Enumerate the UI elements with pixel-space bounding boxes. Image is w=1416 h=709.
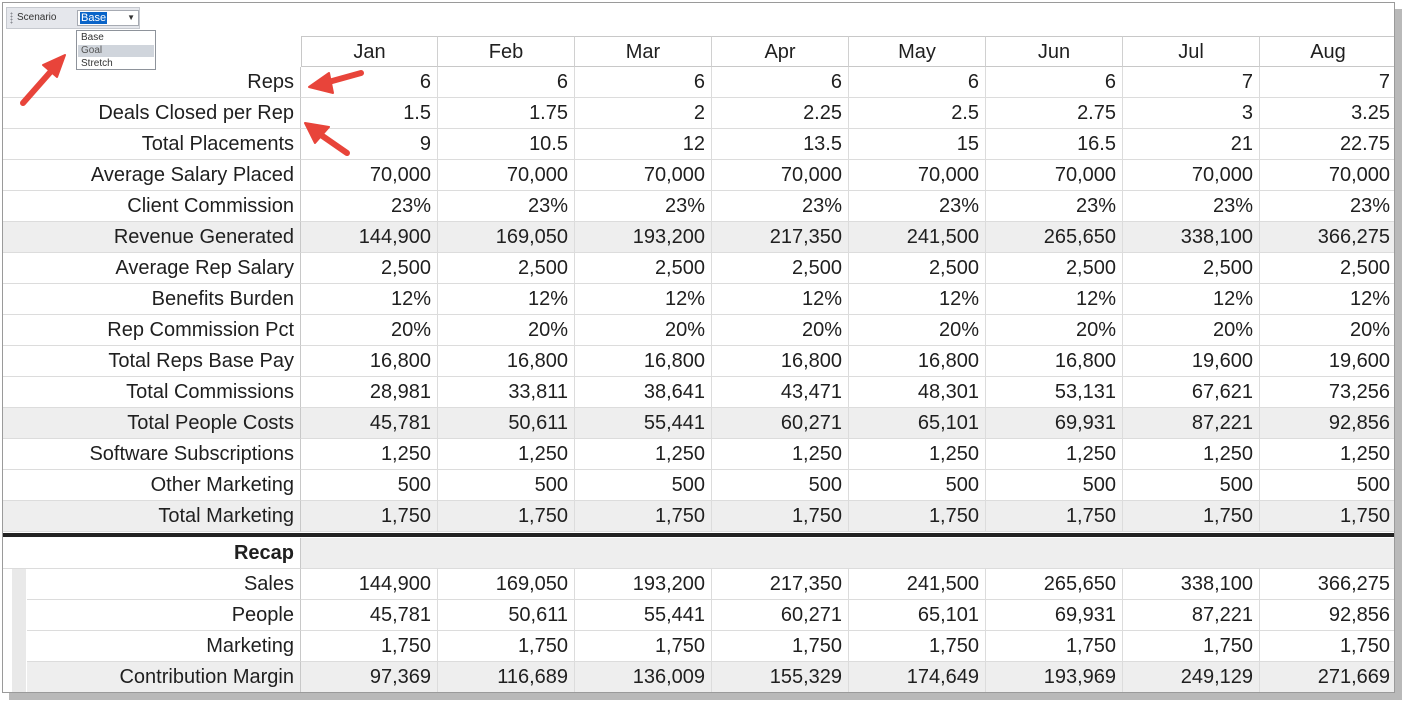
cell-total-marketing-apr[interactable]: 1,750 <box>712 501 849 532</box>
cell-total-people-costs-aug[interactable]: 92,856 <box>1260 408 1395 439</box>
cell-reps-apr[interactable]: 6 <box>712 67 849 98</box>
spreadsheet <box>2 2 1395 693</box>
row-label-client-commission: Client Commission <box>3 191 301 222</box>
cell-benefits-burden-jun[interactable]: 12% <box>986 284 1123 315</box>
cell-total-people-costs-apr[interactable]: 60,271 <box>712 408 849 439</box>
cell-benefits-burden-mar[interactable]: 12% <box>575 284 712 315</box>
cell-average-salary-placed-jan[interactable]: 70,000 <box>301 160 438 191</box>
cell-rep-commission-pct-jul[interactable]: 20% <box>1123 315 1260 346</box>
cell-marketing-jan[interactable]: 1,750 <box>301 631 438 662</box>
cell-revenue-generated-jul[interactable]: 338,100 <box>1123 222 1260 253</box>
cell-total-commissions-feb[interactable]: 33,811 <box>438 377 575 408</box>
cell-contribution-margin-mar[interactable]: 136,009 <box>575 662 712 693</box>
cell-client-commission-apr[interactable]: 23% <box>712 191 849 222</box>
cell-average-rep-salary-jan[interactable]: 2,500 <box>301 253 438 284</box>
cell-sales-mar[interactable]: 193,200 <box>575 569 712 600</box>
cell-marketing-feb[interactable]: 1,750 <box>438 631 575 662</box>
cell-client-commission-jul[interactable]: 23% <box>1123 191 1260 222</box>
cell-marketing-apr[interactable]: 1,750 <box>712 631 849 662</box>
cell-marketing-aug[interactable]: 1,750 <box>1260 631 1395 662</box>
cell-sales-feb[interactable]: 169,050 <box>438 569 575 600</box>
cell-reps-jun[interactable]: 6 <box>986 67 1123 98</box>
cell-client-commission-jun[interactable]: 23% <box>986 191 1123 222</box>
cell-other-marketing-mar[interactable]: 500 <box>575 470 712 501</box>
cell-contribution-margin-jul[interactable]: 249,129 <box>1123 662 1260 693</box>
row-label-total-people-costs: Total People Costs <box>3 408 301 439</box>
cell-reps-mar[interactable]: 6 <box>575 67 712 98</box>
cell-people-aug[interactable]: 92,856 <box>1260 600 1395 631</box>
column-header-jan[interactable]: Jan <box>301 36 438 67</box>
cell-client-commission-feb[interactable]: 23% <box>438 191 575 222</box>
cell-average-rep-salary-may[interactable]: 2,500 <box>849 253 986 284</box>
column-header-aug[interactable]: Aug <box>1260 36 1395 67</box>
cell-sales-jan[interactable]: 144,900 <box>301 569 438 600</box>
cell-benefits-burden-aug[interactable]: 12% <box>1260 284 1395 315</box>
cell-contribution-margin-jan[interactable]: 97,369 <box>301 662 438 693</box>
cell-people-may[interactable]: 65,101 <box>849 600 986 631</box>
scenario-option-goal[interactable]: Goal <box>78 45 154 57</box>
cell-benefits-burden-jul[interactable]: 12% <box>1123 284 1260 315</box>
row-label-marketing: Marketing <box>27 631 301 662</box>
row-label-sales: Sales <box>27 569 301 600</box>
row-label-total-marketing: Total Marketing <box>3 501 301 532</box>
cell-average-salary-placed-feb[interactable]: 70,000 <box>438 160 575 191</box>
cell-benefits-burden-may[interactable]: 12% <box>849 284 986 315</box>
cell-software-subscriptions-apr[interactable]: 1,250 <box>712 439 849 470</box>
row-label-total-commissions: Total Commissions <box>3 377 301 408</box>
cell-average-rep-salary-aug[interactable]: 2,500 <box>1260 253 1395 284</box>
cell-average-rep-salary-jun[interactable]: 2,500 <box>986 253 1123 284</box>
row-label-software-subscriptions: Software Subscriptions <box>3 439 301 470</box>
cell-contribution-margin-jun[interactable]: 193,969 <box>986 662 1123 693</box>
row-label-benefits-burden: Benefits Burden <box>3 284 301 315</box>
row-label-total-placements: Total Placements <box>3 129 301 160</box>
cell-average-salary-placed-jun[interactable]: 70,000 <box>986 160 1123 191</box>
cell-total-placements-jul[interactable]: 21 <box>1123 129 1260 160</box>
cell-software-subscriptions-mar[interactable]: 1,250 <box>575 439 712 470</box>
cell-total-placements-mar[interactable]: 12 <box>575 129 712 160</box>
cell-other-marketing-jul[interactable]: 500 <box>1123 470 1260 501</box>
row-label-rep-commission-pct: Rep Commission Pct <box>3 315 301 346</box>
recap-title: Recap <box>3 538 301 569</box>
red-arrow-icon <box>305 123 347 153</box>
cell-deals-closed-per-rep-jun[interactable]: 2.75 <box>986 98 1123 129</box>
column-header-feb[interactable]: Feb <box>438 36 575 67</box>
scenario-selected-value[interactable]: Base <box>81 12 107 24</box>
cell-total-marketing-mar[interactable]: 1,750 <box>575 501 712 532</box>
cell-revenue-generated-mar[interactable]: 193,200 <box>575 222 712 253</box>
cell-people-jan[interactable]: 45,781 <box>301 600 438 631</box>
row-label-average-salary-placed: Average Salary Placed <box>3 160 301 191</box>
cell-total-commissions-mar[interactable]: 38,641 <box>575 377 712 408</box>
cell-total-commissions-aug[interactable]: 73,256 <box>1260 377 1395 408</box>
cell-total-reps-base-pay-aug[interactable]: 19,600 <box>1260 346 1395 377</box>
cell-deals-closed-per-rep-jul[interactable]: 3 <box>1123 98 1260 129</box>
cell-sales-jul[interactable]: 338,100 <box>1123 569 1260 600</box>
cell-average-rep-salary-feb[interactable]: 2,500 <box>438 253 575 284</box>
cell-other-marketing-jun[interactable]: 500 <box>986 470 1123 501</box>
cell-people-apr[interactable]: 60,271 <box>712 600 849 631</box>
cell-deals-closed-per-rep-may[interactable]: 2.5 <box>849 98 986 129</box>
cell-rep-commission-pct-feb[interactable]: 20% <box>438 315 575 346</box>
cell-total-marketing-aug[interactable]: 1,750 <box>1260 501 1395 532</box>
cell-other-marketing-jan[interactable]: 500 <box>301 470 438 501</box>
cell-marketing-jun[interactable]: 1,750 <box>986 631 1123 662</box>
column-header-may[interactable]: May <box>849 36 986 67</box>
cell-software-subscriptions-aug[interactable]: 1,250 <box>1260 439 1395 470</box>
cell-rep-commission-pct-apr[interactable]: 20% <box>712 315 849 346</box>
scenario-label: Scenario <box>17 12 57 23</box>
cell-rep-commission-pct-jan[interactable]: 20% <box>301 315 438 346</box>
red-arrow-icon <box>309 73 361 93</box>
cell-contribution-margin-aug[interactable]: 271,669 <box>1260 662 1395 693</box>
cell-average-rep-salary-jul[interactable]: 2,500 <box>1123 253 1260 284</box>
cell-sales-aug[interactable]: 366,275 <box>1260 569 1395 600</box>
cell-total-marketing-jan[interactable]: 1,750 <box>301 501 438 532</box>
column-header-jun[interactable]: Jun <box>986 36 1123 67</box>
cell-other-marketing-aug[interactable]: 500 <box>1260 470 1395 501</box>
cell-sales-apr[interactable]: 217,350 <box>712 569 849 600</box>
cell-revenue-generated-jun[interactable]: 265,650 <box>986 222 1123 253</box>
cell-client-commission-may[interactable]: 23% <box>849 191 986 222</box>
cell-total-people-costs-mar[interactable]: 55,441 <box>575 408 712 439</box>
cell-total-reps-base-pay-jan[interactable]: 16,800 <box>301 346 438 377</box>
cell-contribution-margin-may[interactable]: 174,649 <box>849 662 986 693</box>
cell-total-commissions-jan[interactable]: 28,981 <box>301 377 438 408</box>
cell-total-people-costs-jul[interactable]: 87,221 <box>1123 408 1260 439</box>
cell-other-marketing-apr[interactable]: 500 <box>712 470 849 501</box>
cell-average-salary-placed-aug[interactable]: 70,000 <box>1260 160 1395 191</box>
cell-total-people-costs-jan[interactable]: 45,781 <box>301 408 438 439</box>
annotation-arrows <box>3 3 1395 693</box>
cell-total-commissions-apr[interactable]: 43,471 <box>712 377 849 408</box>
cell-reps-jul[interactable]: 7 <box>1123 67 1260 98</box>
cell-total-marketing-feb[interactable]: 1,750 <box>438 501 575 532</box>
cell-marketing-may[interactable]: 1,750 <box>849 631 986 662</box>
cell-deals-closed-per-rep-aug[interactable]: 3.25 <box>1260 98 1395 129</box>
cell-benefits-burden-apr[interactable]: 12% <box>712 284 849 315</box>
cell-total-marketing-may[interactable]: 1,750 <box>849 501 986 532</box>
cell-average-salary-placed-jul[interactable]: 70,000 <box>1123 160 1260 191</box>
row-label-contribution-margin: Contribution Margin <box>27 662 301 693</box>
cell-average-salary-placed-may[interactable]: 70,000 <box>849 160 986 191</box>
cell-total-reps-base-pay-may[interactable]: 16,800 <box>849 346 986 377</box>
cell-total-commissions-may[interactable]: 48,301 <box>849 377 986 408</box>
cell-revenue-generated-jan[interactable]: 144,900 <box>301 222 438 253</box>
cell-rep-commission-pct-mar[interactable]: 20% <box>575 315 712 346</box>
cell-marketing-jul[interactable]: 1,750 <box>1123 631 1260 662</box>
cell-deals-closed-per-rep-feb[interactable]: 1.75 <box>438 98 575 129</box>
cell-software-subscriptions-feb[interactable]: 1,250 <box>438 439 575 470</box>
cell-other-marketing-may[interactable]: 500 <box>849 470 986 501</box>
cell-total-placements-jun[interactable]: 16.5 <box>986 129 1123 160</box>
cell-average-rep-salary-mar[interactable]: 2,500 <box>575 253 712 284</box>
row-label-total-reps-base-pay: Total Reps Base Pay <box>3 346 301 377</box>
cell-benefits-burden-jan[interactable]: 12% <box>301 284 438 315</box>
scenario-option-base[interactable]: Base <box>81 32 104 43</box>
cell-reps-jan[interactable]: 6 <box>301 67 438 98</box>
cell-client-commission-jan[interactable]: 23% <box>301 191 438 222</box>
cell-reps-feb[interactable]: 6 <box>438 67 575 98</box>
column-header-apr[interactable]: Apr <box>712 36 849 67</box>
cell-people-jun[interactable]: 69,931 <box>986 600 1123 631</box>
cell-revenue-generated-feb[interactable]: 169,050 <box>438 222 575 253</box>
cell-contribution-margin-apr[interactable]: 155,329 <box>712 662 849 693</box>
cell-total-placements-aug[interactable]: 22.75 <box>1260 129 1395 160</box>
cell-people-feb[interactable]: 50,611 <box>438 600 575 631</box>
cell-total-reps-base-pay-feb[interactable]: 16,800 <box>438 346 575 377</box>
cell-total-reps-base-pay-jun[interactable]: 16,800 <box>986 346 1123 377</box>
cell-rep-commission-pct-aug[interactable]: 20% <box>1260 315 1395 346</box>
row-label-deals-closed-per-rep: Deals Closed per Rep <box>3 98 301 129</box>
cell-client-commission-aug[interactable]: 23% <box>1260 191 1395 222</box>
cell-total-placements-jan[interactable]: 9 <box>301 129 438 160</box>
cell-total-people-costs-feb[interactable]: 50,611 <box>438 408 575 439</box>
cell-deals-closed-per-rep-apr[interactable]: 2.25 <box>712 98 849 129</box>
cell-total-placements-apr[interactable]: 13.5 <box>712 129 849 160</box>
cell-total-reps-base-pay-jul[interactable]: 19,600 <box>1123 346 1260 377</box>
cell-total-marketing-jun[interactable]: 1,750 <box>986 501 1123 532</box>
row-label-people: People <box>27 600 301 631</box>
cell-revenue-generated-may[interactable]: 241,500 <box>849 222 986 253</box>
cell-sales-may[interactable]: 241,500 <box>849 569 986 600</box>
row-label-revenue-generated: Revenue Generated <box>3 222 301 253</box>
cell-average-salary-placed-apr[interactable]: 70,000 <box>712 160 849 191</box>
cell-deals-closed-per-rep-jan[interactable]: 1.5 <box>301 98 438 129</box>
red-arrow-icon <box>23 55 65 103</box>
column-header-mar[interactable]: Mar <box>575 36 712 67</box>
cell-marketing-mar[interactable]: 1,750 <box>575 631 712 662</box>
cell-total-reps-base-pay-apr[interactable]: 16,800 <box>712 346 849 377</box>
cell-client-commission-mar[interactable]: 23% <box>575 191 712 222</box>
cell-total-marketing-jul[interactable]: 1,750 <box>1123 501 1260 532</box>
cell-total-placements-may[interactable]: 15 <box>849 129 986 160</box>
cell-reps-may[interactable]: 6 <box>849 67 986 98</box>
column-header-jul[interactable]: Jul <box>1123 36 1260 67</box>
cell-software-subscriptions-jan[interactable]: 1,250 <box>301 439 438 470</box>
scenario-option-stretch[interactable]: Stretch <box>81 58 113 69</box>
cell-other-marketing-feb[interactable]: 500 <box>438 470 575 501</box>
row-label-average-rep-salary: Average Rep Salary <box>3 253 301 284</box>
cell-total-people-costs-may[interactable]: 65,101 <box>849 408 986 439</box>
cell-software-subscriptions-may[interactable]: 1,250 <box>849 439 986 470</box>
cell-rep-commission-pct-may[interactable]: 20% <box>849 315 986 346</box>
cell-software-subscriptions-jul[interactable]: 1,250 <box>1123 439 1260 470</box>
chevron-down-icon[interactable]: ▼ <box>127 13 135 22</box>
cell-reps-aug[interactable]: 7 <box>1260 67 1395 98</box>
cell-total-people-costs-jun[interactable]: 69,931 <box>986 408 1123 439</box>
cell-total-commissions-jul[interactable]: 67,621 <box>1123 377 1260 408</box>
cell-total-reps-base-pay-mar[interactable]: 16,800 <box>575 346 712 377</box>
cell-total-placements-feb[interactable]: 10.5 <box>438 129 575 160</box>
row-label-other-marketing: Other Marketing <box>3 470 301 501</box>
cell-average-salary-placed-mar[interactable]: 70,000 <box>575 160 712 191</box>
cell-benefits-burden-feb[interactable]: 12% <box>438 284 575 315</box>
cell-average-rep-salary-apr[interactable]: 2,500 <box>712 253 849 284</box>
cell-sales-jun[interactable]: 265,650 <box>986 569 1123 600</box>
row-label-reps: Reps <box>3 67 301 98</box>
cell-revenue-generated-aug[interactable]: 366,275 <box>1260 222 1395 253</box>
cell-people-jul[interactable]: 87,221 <box>1123 600 1260 631</box>
cell-total-commissions-jun[interactable]: 53,131 <box>986 377 1123 408</box>
cell-deals-closed-per-rep-mar[interactable]: 2 <box>575 98 712 129</box>
cell-people-mar[interactable]: 55,441 <box>575 600 712 631</box>
cell-contribution-margin-feb[interactable]: 116,689 <box>438 662 575 693</box>
cell-software-subscriptions-jun[interactable]: 1,250 <box>986 439 1123 470</box>
cell-rep-commission-pct-jun[interactable]: 20% <box>986 315 1123 346</box>
cell-revenue-generated-apr[interactable]: 217,350 <box>712 222 849 253</box>
